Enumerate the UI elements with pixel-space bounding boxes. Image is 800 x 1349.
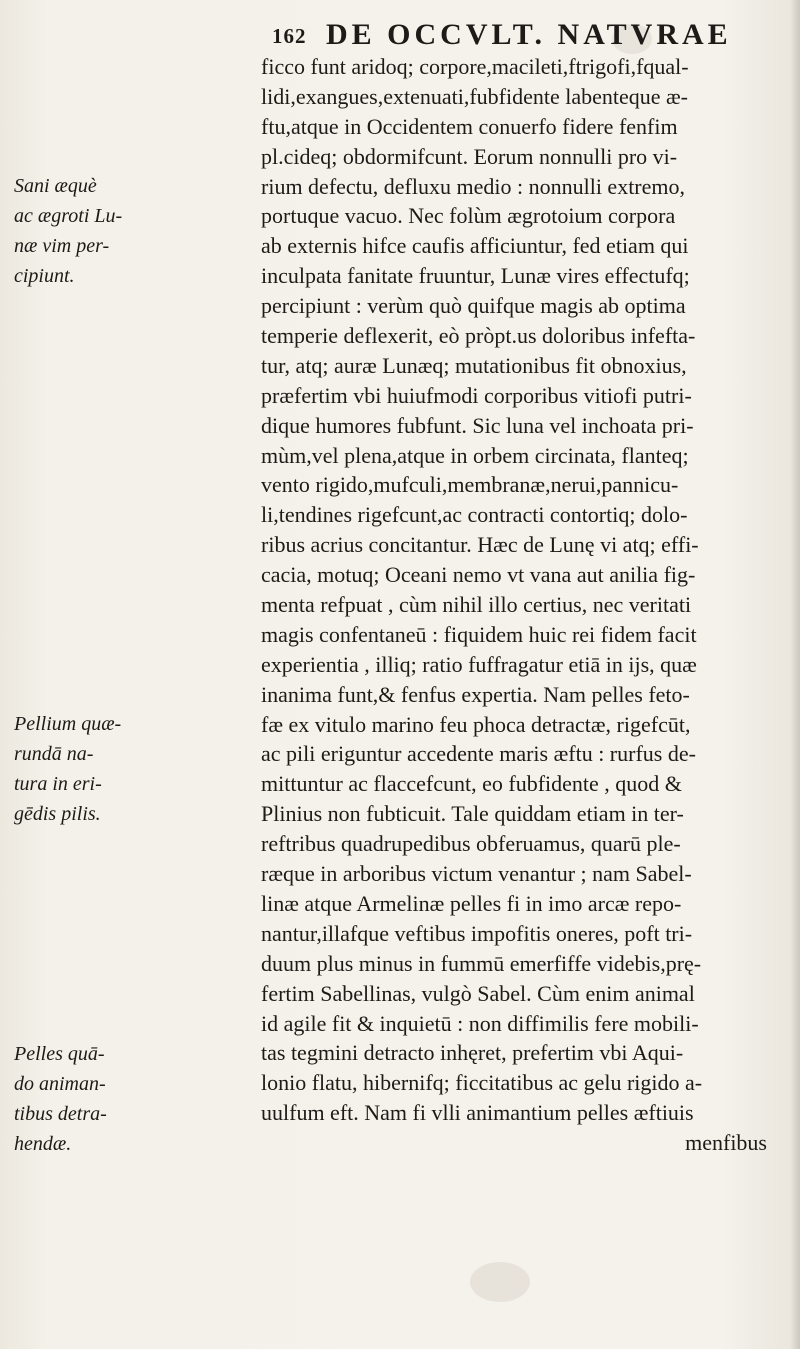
text-line: Plinius non fubticuit. Tale quiddam etiam in ter-	[261, 801, 684, 827]
margin-note-line: cipiunt.	[14, 264, 75, 287]
margin-note-line: rundā na-	[14, 742, 94, 765]
page-number: 162	[272, 24, 307, 48]
paper-stain	[470, 1262, 530, 1302]
text-line: fertim Sabellinas, vulgò Sabel. Cùm enim animal	[261, 980, 695, 1006]
text-line: reftribus quadrupedibus obferuamus, quarū ple-	[261, 831, 681, 857]
margin-note-line: Pelles quā-	[14, 1043, 105, 1065]
text-line: ftu,atque in Occidentem conuerfo fidere fenfim	[261, 113, 678, 139]
text-line: inculpata fanitate fruuntur, Lunæ vires effectufq;	[261, 263, 690, 289]
text-line: mittuntur ac flaccefcunt, eo fubfidente , quod &	[261, 771, 682, 797]
page-header	[272, 14, 792, 54]
margin-note-line: tura in eri-	[14, 772, 102, 795]
margin-note-line: do animan-	[14, 1072, 106, 1095]
text-line: pl.cideq; obdormifcunt. Eorum nonnulli pro vi-	[261, 143, 678, 169]
text-line: cacia, motuq; Oceani nemo vt vana aut anilia fig-	[261, 562, 696, 588]
text-line: fæ ex vitulo marino feu phoca detractæ, rigefcūt,	[261, 711, 691, 737]
text-line: duum plus minus in fummū emerfiffe videbis,prę-	[261, 950, 702, 976]
text-line: tur, atq; auræ Lunæq; mutationibus fit obnoxius,	[261, 352, 687, 378]
text-line: uulfum eft. Nam fi vlli animantium pelles æftiuis	[261, 1100, 694, 1126]
text-line: lonio flatu, hibernifq; ficcitatibus ac gelu rigido a-	[261, 1070, 703, 1096]
text-line: ficco funt aridoq; corpore,macileti,ftrigofi,fqual-	[261, 54, 689, 79]
margin-note-line: Sani æquè	[14, 175, 97, 197]
margin-note-line: hendæ.	[14, 1132, 72, 1155]
text-line: ræque in arboribus victum venantur ; nam Sabel-	[261, 861, 692, 887]
margin-note-line: gēdis pilis.	[14, 802, 101, 825]
text-line: ab externis hifce caufis afficiuntur, fed etiam qui	[261, 233, 689, 259]
text-line: magis confentaneū : fiquidem huic rei fidem facit	[261, 621, 697, 647]
text-line: nantur,illafque veftibus impofitis oneres, poft tri-	[261, 920, 693, 946]
margin-note-pelles-detrahendae	[14, 1040, 107, 1160]
text-line: id agile fit & inquietū : non diffimilis fere mobili-	[261, 1010, 699, 1036]
text-line: dique humores fubfunt. Sic luna vel inchoata pri-	[261, 412, 694, 438]
text-line: menta refpuat , cùm nihil illo certius, nec veritati	[261, 592, 692, 618]
text-line: mùm,vel plena,atque in orbem circinata, flanteq;	[261, 442, 689, 468]
text-line: linæ atque Armelinæ pelles fi in imo arcæ repo-	[261, 890, 682, 916]
margin-note-line: tibus detra-	[14, 1102, 107, 1125]
text-line: lidi,exangues,extenuati,fubfidente labenteque æ-	[261, 83, 689, 109]
text-line: ribus acrius concitantur. Hæc de Lunę vi atq; effi-	[261, 532, 699, 558]
text-line: vento rigido,mufculi,membranæ,nerui,pannicu-	[261, 472, 679, 498]
text-line: inanima funt,& fenfus expertia. Nam pelles feto-	[261, 681, 690, 707]
margin-note-sani-aeque	[14, 172, 122, 292]
text-line: menfibus	[685, 1130, 767, 1156]
margin-note-line: ac ægroti Lu-	[14, 204, 123, 227]
page-edge-shadow	[790, 0, 800, 1349]
margin-note-pellium-natura	[14, 710, 121, 830]
text-line: ac pili eriguntur accedente maris æftu : rurfus de-	[261, 741, 696, 767]
main-text-block	[261, 52, 781, 1158]
text-line: li,tendines rigefcunt,ac contracti contortiq; dolo-	[261, 502, 688, 528]
text-line: temperie deflexerit, eò pròpt.us doloribus infefta-	[261, 323, 696, 349]
text-line: præfertim vbi huiufmodi corporibus vitiofi putri-	[261, 382, 692, 408]
running-title: DE OCCVLT. NATVRAE	[326, 18, 732, 51]
margin-note-line: Pellium quæ-	[14, 713, 122, 735]
text-line: percipiunt : verùm quò quifque magis ab optima	[261, 293, 686, 319]
margin-note-line: næ vim per-	[14, 234, 110, 257]
text-line: experientia , illiq; ratio fuffragatur etiā in ijs, quæ	[261, 651, 697, 677]
text-line: portuque vacuo. Nec folùm ægrotoium corpora	[261, 203, 676, 229]
text-line: tas tegmini detracto inhęret, prefertim vbi Aqui-	[261, 1040, 684, 1066]
text-line: rium defectu, defluxu medio : nonnulli extremo,	[261, 173, 686, 199]
